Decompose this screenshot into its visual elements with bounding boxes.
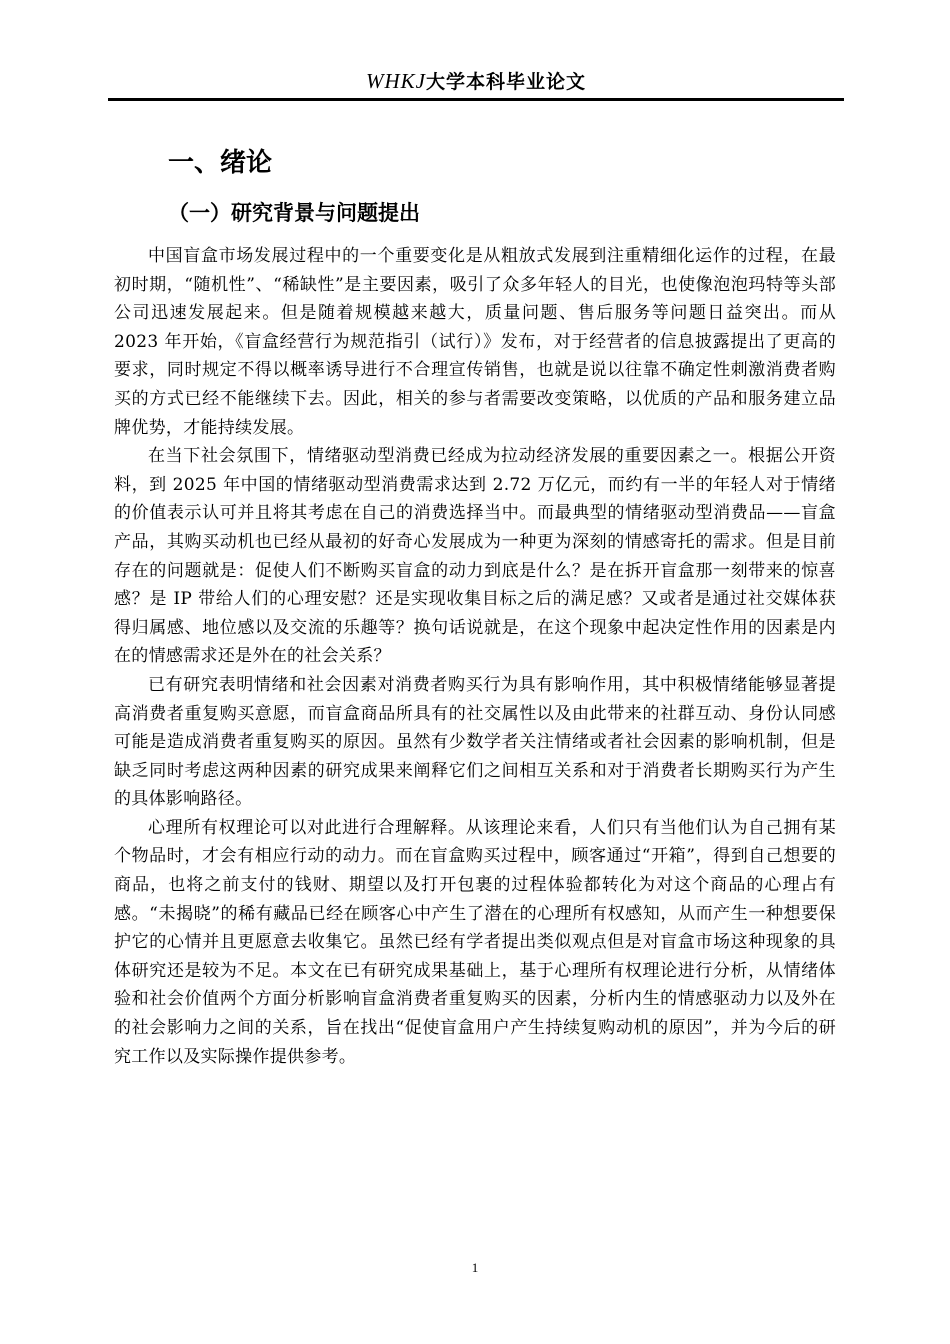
chapter-title: 一、绪论 (168, 148, 273, 178)
header-rule (108, 98, 844, 101)
paragraph-4: 心理所有权理论可以对此进行合理解释。从该理论来看，人们只有当他们认为自己拥有某个物品时，才会有相应行动的动力。而在盲盒购买过程中，顾客通过“开箱”，得到自己想要的商品，也将之前支付的钱财、期望以及打开包裹的过程体验都转化为对这个商品的心理占有感。“未揭晓”的稀有藏品已经在顾客心中产生了潜在的心理所有权感知，从而产生一种想要保护它的心情并且更愿意去收集它。虽然已经有学者提出类似观点但是对盲盒市场这种现象的具体研究还是较为不足。本文在已有研究成果基础上，基于心理所有权理论进行分析，从情绪体验和社会价值两个方面分析影响盲盒消费者重复购买的因素，分析内生的情感驱动力以及外在的社会影响力之间的关系，旨在找出“促使盲盒用户产生持续复购动机的原因”，并为今后的研究工作以及实际操作提供参考。 (114, 817, 836, 1067)
page-number: 1 (471, 1260, 479, 1275)
header-title-text: 大学本科毕业论文 (425, 71, 586, 93)
header-latin-text: WHKJ (365, 69, 426, 93)
body-text (114, 242, 836, 1071)
paragraph-2: 在当下社会氛围下，情绪驱动型消费已经成为拉动经济发展的重要因素之一。根据公开资料，到 2025 年中国的情绪驱动型消费需求达到 2.72 万亿元，而约有一半的年轻人对于情绪的价值表示认可并且将其考虑在自己的消费选择当中。而最典型的情绪驱动型消费品——盲盒产品，其购买动机也已经从最初的好奇心发展成为一种更为深刻的情感寄托的需求。但是目前存在的问题就是：促使人们不断购买盲盒的动力到底是什么？是在拆开盲盒那一刻带来的惊喜感？是 IP 带给人们的心理安慰？还是实现收集目标之后的满足感？又或者是通过社交媒体获得归属感、地位感以及交流的乐趣等？换句话说就是，在这个现象中起决定性作用的因素是内在的情感需求还是外在的社会关系？ (114, 446, 836, 667)
page-header (108, 66, 844, 97)
section-title: （一）研究背景与问题提出 (168, 201, 420, 225)
paragraph-1: 中国盲盒市场发展过程中的一个重要变化是从粗放式发展到注重精细化运作的过程，在最初时期，“随机性”、“稀缺性”是主要因素，吸引了众多年轻人的目光，也使像泡泡玛特等头部公司迅速发展起来。但是随着规模越来越大，质量问题、售后服务等问题日益突出。而从 2023 年开始，《盲盒经营行为规范指引（试行）》发布，对于经营者的信息披露提出了更高的要求，同时规定不得以概率诱导进行不合理宣传销售，也就是说以往靠不确定性刺激消费者购买的方式已经不能继续下去。因此，相关的参与者需要改变策略，以优质的产品和服务建立品牌优势，才能持续发展。 (114, 246, 836, 438)
paragraph-3: 已有研究表明情绪和社会因素对消费者购买行为具有影响作用，其中积极情绪能够显著提高消费者重复购买意愿，而盲盒商品所具有的社交属性以及由此带来的社群互动、身份认同感可能是造成消费者重复购买的原因。虽然有少数学者关注情绪或者社会因素的影响机制，但是缺乏同时考虑这两种因素的研究成果来阐释它们之间相互关系和对于消费者长期购买行为产生的具体影响路径。 (114, 674, 836, 810)
